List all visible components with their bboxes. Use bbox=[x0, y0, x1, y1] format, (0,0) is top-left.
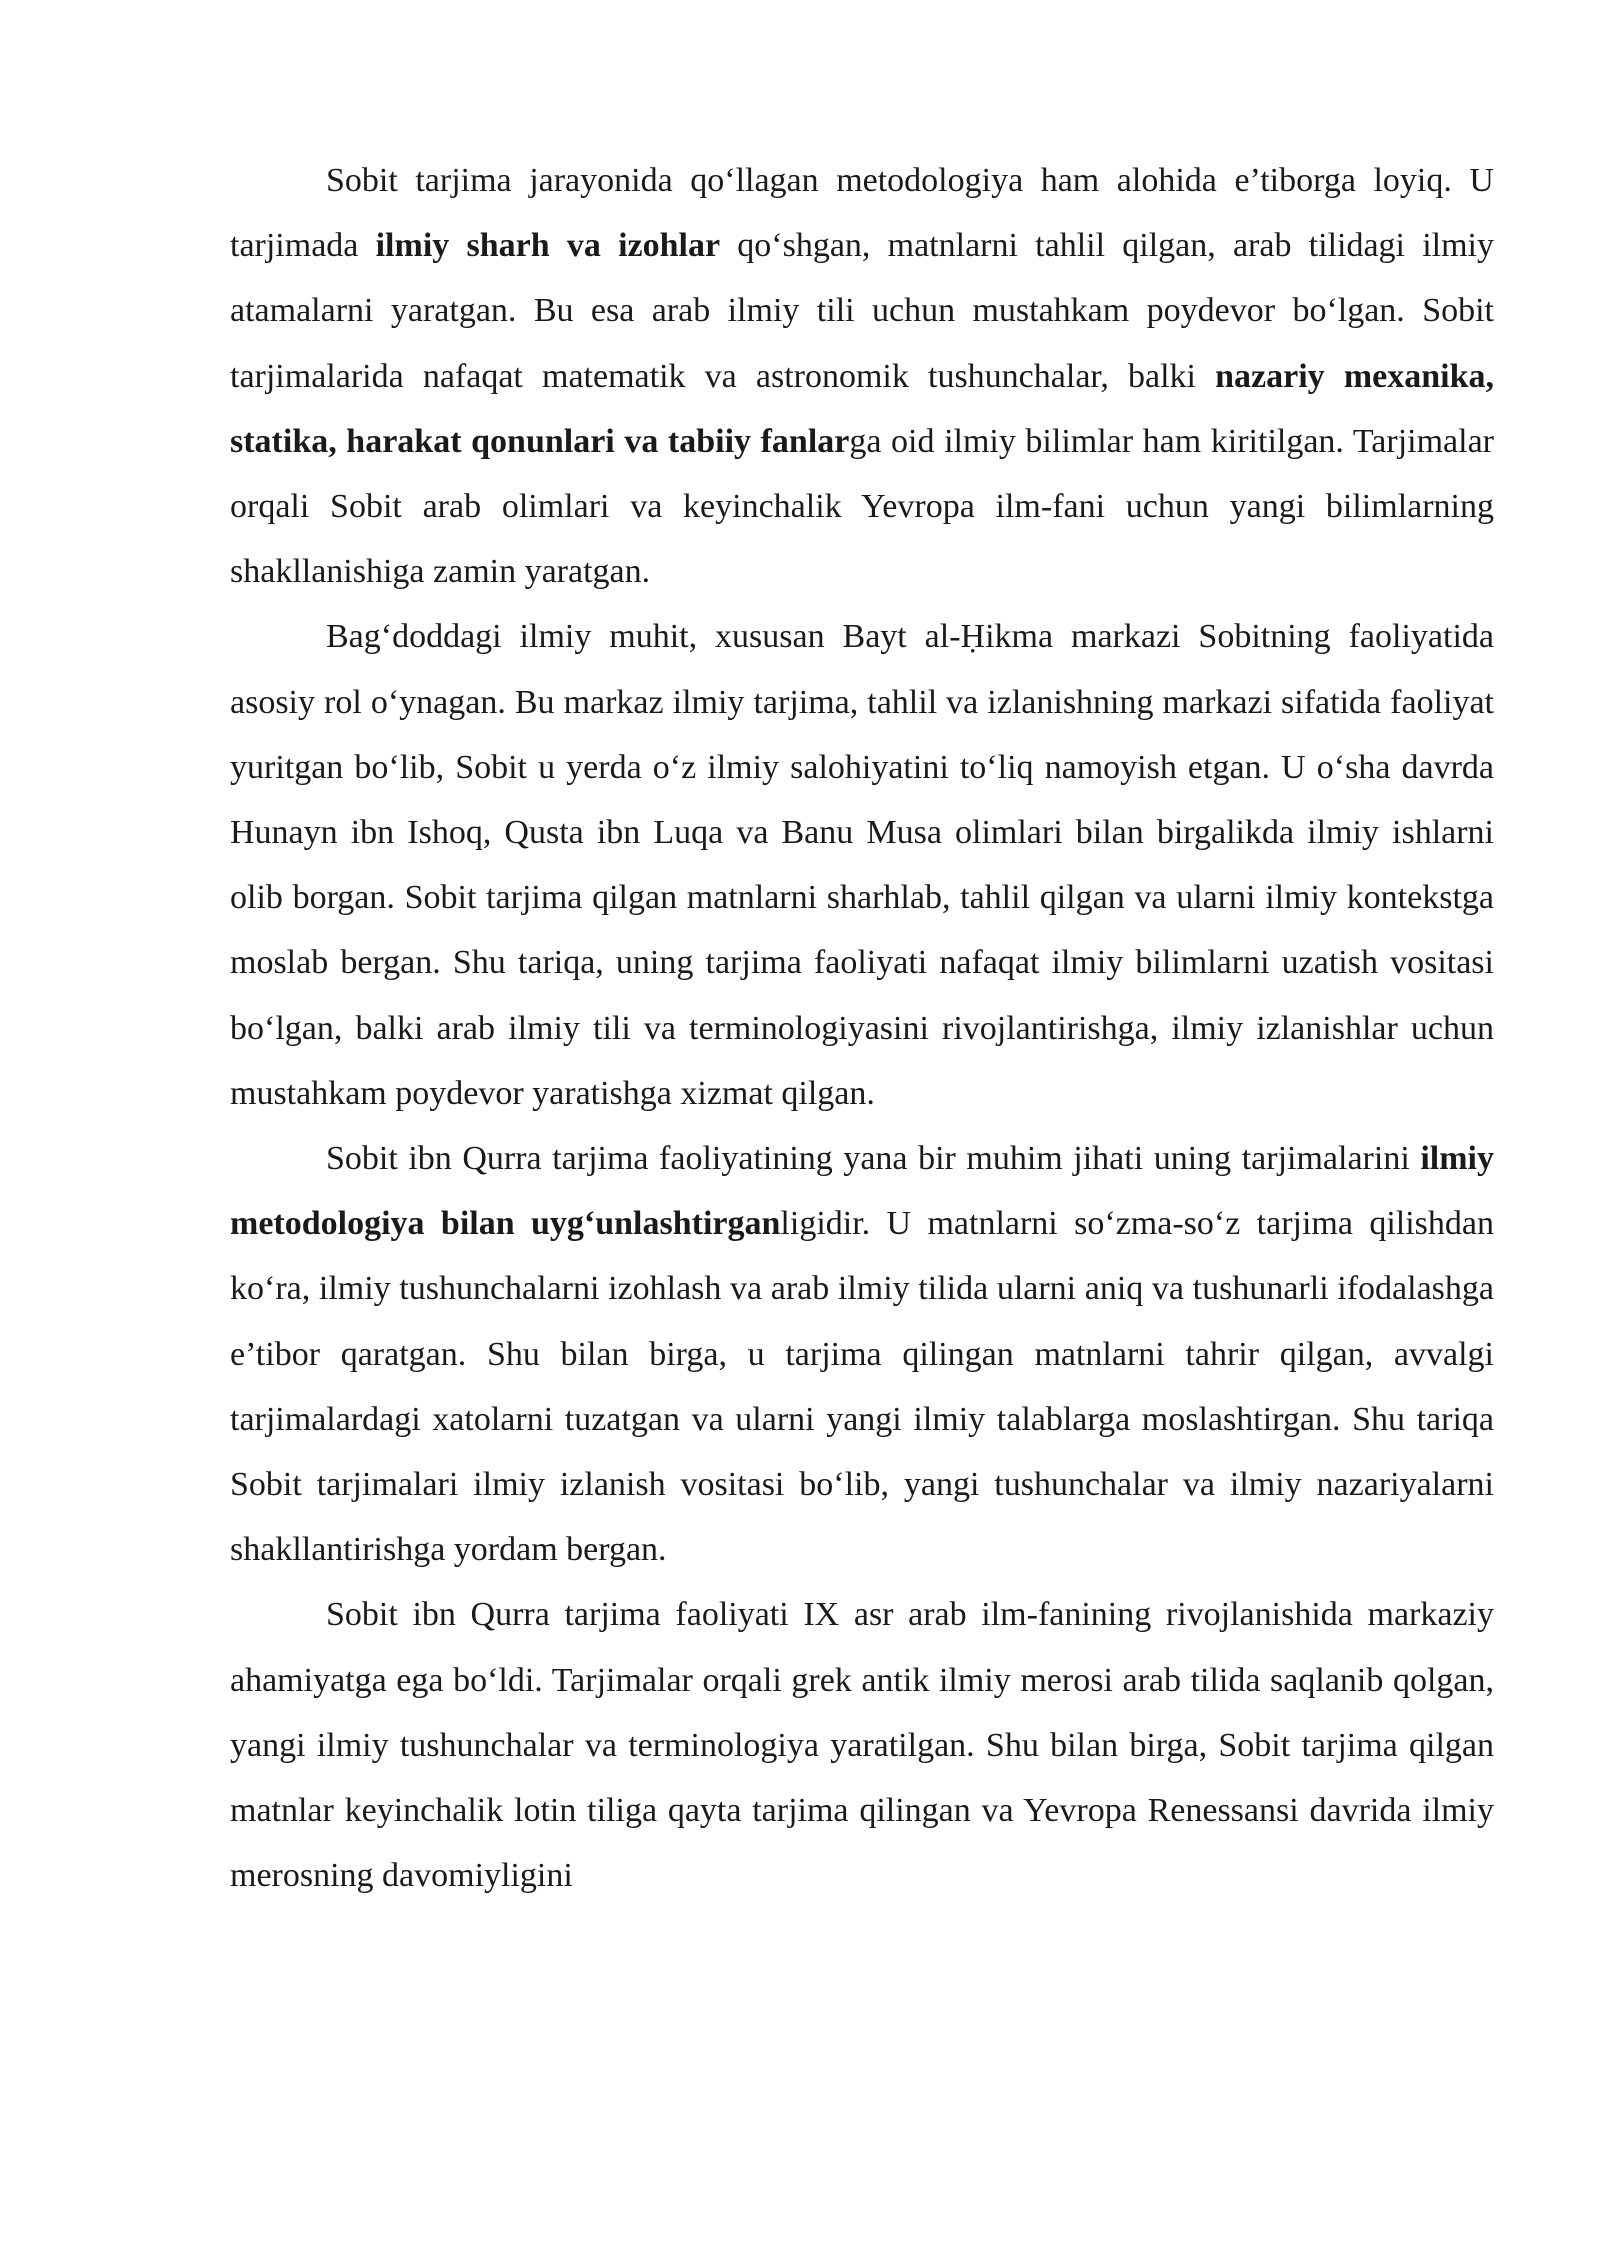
text-run: ligidir. U matnlarni so‘zma-so‘z tarjima qilishdan ko‘ra, ilmiy tushunchalarni izohlash va arab ilmiy tilida ularni aniq va tushunarli ifodalashga e’tibor qaratgan. Shu bilan birga, u tarjima qilingan matnlarni tahrir qilgan, avvalgi tarjimalardagi xatolarni tuzatgan va ularni yangi ilmiy talablarga moslashtirgan. Shu tariqa Sobit tarjimalari ilmiy izlanish vositasi bo‘lib, yangi tushunchalar va ilmiy nazariyalarni shakllantirishga yordam bergan. bbox=[230, 1205, 1494, 1569]
text-run: Sobit tarjima jarayonida qo‘llagan metodologiya ham alohida e’tiborga loyiq. U tarjimada bbox=[230, 162, 1494, 265]
paragraph bbox=[230, 1126, 1494, 1582]
text-run: Sobit ibn Qurra tarjima faoliyatining yana bir muhim jihati uning tarjimalarini bbox=[326, 1140, 1421, 1178]
paragraph bbox=[230, 1582, 1494, 1908]
paragraph bbox=[230, 148, 1494, 604]
bold-text-run: ilmiy metodologiya bilan uyg‘unlashtirgan bbox=[230, 1140, 1494, 1243]
text-run: qo‘shgan, matnlarni tahlil qilgan, arab tilidagi ilmiy atamalarni yaratgan. Bu esa arab ilmiy tili uchun mustahkam poydevor bo‘lgan. Sobit tarjimalarida nafaqat matematik va astronomik tushunchalar, balki bbox=[230, 227, 1494, 395]
text-run: ga oid ilmiy bilimlar ham kiritilgan. Tarjimalar orqali Sobit arab olimlari va keyinchalik Yevropa ilm-fani uchun yangi bilimlarning shakllanishiga zamin yaratgan. bbox=[230, 422, 1494, 591]
document-page bbox=[230, 148, 1494, 1908]
paragraph bbox=[230, 604, 1494, 1126]
bold-text-run: nazariy mexanika, statika, harakat qonunlari va tabiiy fanlar bbox=[230, 357, 1494, 460]
text-run: Bag‘doddagi ilmiy muhit, xususan Bayt al-Ḥikma markazi Sobitning faoliyatida asosiy rol o‘ynagan. Bu markaz ilmiy tarjima, tahlil va izlanishning markazi sifatida faoliyat yuritgan bo‘lib, Sobit u yerda o‘z ilmiy salohiyatini to‘liq namoyish etgan. U o‘sha davrda Hunayn ibn Ishoq, Qusta ibn Luqa va Banu Musa olimlari bilan birgalikda ilmiy ishlarni olib borgan. Sobit tarjima qilgan matnlarni sharhlab, tahlil qilgan va ularni ilmiy kontekstga moslab bergan. Shu tariqa, uning tarjima faoliyati nafaqat ilmiy bilimlarni uzatish vositasi bo‘lgan, balki arab ilmiy tili va terminologiyasini rivojlantirishga, ilmiy izlanishlar uchun mustahkam poydevor yaratishga xizmat qilgan. bbox=[230, 618, 1494, 1112]
bold-text-run: ilmiy sharh va izohlar bbox=[375, 227, 721, 265]
text-run: Sobit ibn Qurra tarjima faoliyati IX asr arab ilm-fanining rivojlanishida markaziy ahamiyatga ega bo‘ldi. Tarjimalar orqali grek antik ilmiy merosi arab tilida saqlanib qolgan, yangi ilmiy tushunchalar va terminologiya yaratilgan. Shu bilan birga, Sobit tarjima qilgan matnlar keyinchalik lotin tiliga qayta tarjima qilingan va Yevropa Renessansi davrida ilmiy merosning davomiyligini bbox=[230, 1596, 1494, 1895]
